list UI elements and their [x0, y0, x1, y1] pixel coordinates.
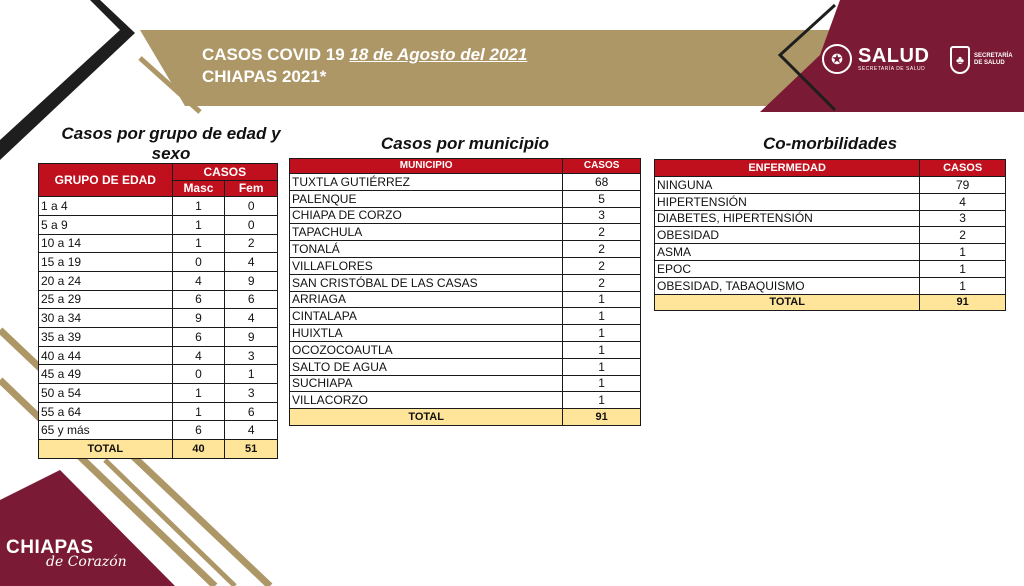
table-row	[290, 341, 641, 358]
municipio-casos-cell: 1	[563, 308, 641, 325]
edad-fem-cell: 2	[225, 234, 278, 253]
municipio-name-cell: VILLAFLORES	[290, 257, 563, 274]
table-row	[39, 271, 278, 290]
edad-grupo-cell: 5 a 9	[39, 215, 173, 234]
edad-fem-cell: 4	[225, 421, 278, 440]
comorbilidad-casos-cell: 1	[920, 260, 1006, 277]
edad-fem-cell: 0	[225, 215, 278, 234]
municipio-name-cell: PALENQUE	[290, 190, 563, 207]
table-row	[39, 309, 278, 328]
municipio-casos-cell: 5	[563, 190, 641, 207]
comorbilidades-col-enfermedad: ENFERMEDAD	[655, 160, 920, 177]
municipio-name-cell: HUIXTLA	[290, 325, 563, 342]
edad-grupo-cell: 50 a 54	[39, 384, 173, 403]
comorbilidad-name-cell: ASMA	[655, 244, 920, 261]
header-subtitle: CHIAPAS 2021*	[202, 67, 327, 86]
municipio-name-cell: TUXTLA GUTIÉRREZ	[290, 174, 563, 191]
table-row	[655, 193, 1006, 210]
municipio-total-value: 91	[563, 409, 641, 426]
table-row	[290, 241, 641, 258]
municipio-casos-cell: 2	[563, 257, 641, 274]
municipio-name-cell: TONALÁ	[290, 241, 563, 258]
edad-fem-cell: 4	[225, 309, 278, 328]
edad-total-row	[39, 440, 278, 459]
edad-masc-cell: 4	[172, 271, 225, 290]
municipio-name-cell: TAPACHULA	[290, 224, 563, 241]
edad-grupo-cell: 25 a 29	[39, 290, 173, 309]
comorbilidad-casos-cell: 1	[920, 244, 1006, 261]
edad-fem-cell: 3	[225, 384, 278, 403]
edad-grupo-cell: 55 a 64	[39, 402, 173, 421]
comorbilidad-casos-cell: 4	[920, 193, 1006, 210]
secretaria-line2: DE SALUD	[974, 60, 1005, 66]
municipio-casos-cell: 1	[563, 375, 641, 392]
table-row	[290, 207, 641, 224]
table-row	[39, 215, 278, 234]
comorbilidad-name-cell: OBESIDAD, TABAQUISMO	[655, 277, 920, 294]
edad-fem-cell: 3	[225, 346, 278, 365]
table-row	[39, 384, 278, 403]
edad-total-masc: 40	[172, 440, 225, 459]
header-date: 18 de Agosto del 2021	[349, 45, 528, 64]
edad-masc-cell: 4	[172, 346, 225, 365]
table-row	[290, 392, 641, 409]
edad-masc-cell: 6	[172, 290, 225, 309]
municipio-casos-cell: 1	[563, 341, 641, 358]
comorbilidad-casos-cell: 79	[920, 177, 1006, 194]
table-row	[655, 277, 1006, 294]
header-title	[202, 44, 527, 88]
table-row	[39, 402, 278, 421]
municipio-casos-cell: 68	[563, 174, 641, 191]
edad-fem-cell: 6	[225, 402, 278, 421]
municipio-col-municipio: MUNICIPIO	[290, 159, 563, 174]
edad-masc-cell: 1	[172, 402, 225, 421]
edad-fem-cell: 4	[225, 253, 278, 272]
municipio-name-cell: CINTALAPA	[290, 308, 563, 325]
table-row	[39, 365, 278, 384]
edad-total-label: TOTAL	[39, 440, 173, 459]
eagle-seal-icon: ✪	[822, 44, 852, 74]
table-row	[290, 308, 641, 325]
municipio-casos-cell: 1	[563, 358, 641, 375]
comorbilidad-casos-cell: 3	[920, 210, 1006, 227]
edad-fem-cell: 6	[225, 290, 278, 309]
edad-grupo-cell: 20 a 24	[39, 271, 173, 290]
comorbilidad-name-cell: DIABETES, HIPERTENSIÓN	[655, 210, 920, 227]
comorbilidad-name-cell: OBESIDAD	[655, 227, 920, 244]
edad-grupo-cell: 40 a 44	[39, 346, 173, 365]
edad-grupo-cell: 30 a 34	[39, 309, 173, 328]
municipio-name-cell: OCOZOCOAUTLA	[290, 341, 563, 358]
municipio-name-cell: CHIAPA DE CORZO	[290, 207, 563, 224]
comorbilidades-total-row	[655, 294, 1006, 311]
edad-masc-cell: 6	[172, 421, 225, 440]
table-row	[39, 421, 278, 440]
edad-grupo-cell: 10 a 14	[39, 234, 173, 253]
municipio-name-cell: VILLACORZO	[290, 392, 563, 409]
table-row	[655, 227, 1006, 244]
table-row	[39, 290, 278, 309]
edad-masc-cell: 1	[172, 384, 225, 403]
header-title-prefix: CASOS COVID 19	[202, 45, 345, 64]
municipio-casos-cell: 3	[563, 207, 641, 224]
edad-masc-cell: 1	[172, 234, 225, 253]
edad-masc-cell: 6	[172, 328, 225, 347]
table-row	[655, 210, 1006, 227]
edad-section-title: Casos por grupo de edad y sexo	[61, 124, 281, 163]
salud-logo	[822, 44, 929, 74]
comorbilidad-casos-cell: 1	[920, 277, 1006, 294]
table-row	[39, 197, 278, 216]
table-row	[290, 190, 641, 207]
table-row	[290, 325, 641, 342]
table-row	[290, 257, 641, 274]
secretaria-logo	[950, 46, 1013, 74]
table-row	[39, 234, 278, 253]
table-row	[655, 260, 1006, 277]
edad-table	[38, 163, 278, 459]
comorbilidades-col-casos: CASOS	[920, 160, 1006, 177]
edad-col-fem: Fem	[225, 180, 278, 197]
comorbilidades-table	[654, 159, 1006, 311]
edad-masc-cell: 0	[172, 253, 225, 272]
table-row	[290, 375, 641, 392]
table-row	[290, 291, 641, 308]
municipio-total-row	[290, 409, 641, 426]
edad-grupo-cell: 35 a 39	[39, 328, 173, 347]
edad-col-grupo: GRUPO DE EDAD	[39, 164, 173, 197]
table-row	[290, 174, 641, 191]
edad-col-casos: CASOS	[172, 164, 277, 181]
table-row	[655, 177, 1006, 194]
edad-fem-cell: 9	[225, 328, 278, 347]
municipio-col-casos: CASOS	[563, 159, 641, 174]
chiapas-logo-text: CHIAPAS	[6, 537, 94, 558]
municipio-table	[289, 158, 641, 426]
salud-logo-subtext: SECRETARÍA DE SALUD	[858, 66, 926, 72]
table-row	[39, 253, 278, 272]
edad-grupo-cell: 1 a 4	[39, 197, 173, 216]
municipio-section-title: Casos por municipio	[380, 134, 550, 153]
edad-fem-cell: 1	[225, 365, 278, 384]
shield-icon: ♣	[950, 46, 970, 74]
table-row	[290, 358, 641, 375]
comorbilidad-name-cell: HIPERTENSIÓN	[655, 193, 920, 210]
municipio-name-cell: SAN CRISTÓBAL DE LAS CASAS	[290, 274, 563, 291]
comorbilidades-total-label: TOTAL	[655, 294, 920, 311]
salud-logo-text: SALUD	[858, 45, 930, 67]
municipio-casos-cell: 1	[563, 325, 641, 342]
municipio-casos-cell: 1	[563, 291, 641, 308]
edad-masc-cell: 9	[172, 309, 225, 328]
chiapas-logo	[6, 537, 127, 570]
comorbilidades-section-title: Co-morbilidades	[762, 134, 898, 153]
edad-masc-cell: 1	[172, 215, 225, 234]
edad-grupo-cell: 45 a 49	[39, 365, 173, 384]
comorbilidad-name-cell: NINGUNA	[655, 177, 920, 194]
secretaria-line1: SECRETARÍA	[974, 53, 1013, 59]
comorbilidades-total-value: 91	[920, 294, 1006, 311]
edad-grupo-cell: 15 a 19	[39, 253, 173, 272]
table-row	[39, 328, 278, 347]
table-row	[290, 274, 641, 291]
municipio-casos-cell: 2	[563, 224, 641, 241]
comorbilidad-name-cell: EPOC	[655, 260, 920, 277]
municipio-name-cell: ARRIAGA	[290, 291, 563, 308]
edad-col-masc: Masc	[172, 180, 225, 197]
edad-grupo-cell: 65 y más	[39, 421, 173, 440]
edad-masc-cell: 1	[172, 197, 225, 216]
municipio-casos-cell: 1	[563, 392, 641, 409]
comorbilidad-casos-cell: 2	[920, 227, 1006, 244]
municipio-name-cell: SALTO DE AGUA	[290, 358, 563, 375]
edad-total-fem: 51	[225, 440, 278, 459]
table-row	[655, 244, 1006, 261]
municipio-casos-cell: 2	[563, 241, 641, 258]
table-row	[39, 346, 278, 365]
municipio-name-cell: SUCHIAPA	[290, 375, 563, 392]
edad-masc-cell: 0	[172, 365, 225, 384]
edad-fem-cell: 0	[225, 197, 278, 216]
table-row	[290, 224, 641, 241]
municipio-casos-cell: 2	[563, 274, 641, 291]
edad-fem-cell: 9	[225, 271, 278, 290]
municipio-total-label: TOTAL	[290, 409, 563, 426]
corazon-logo-text: de Corazón	[46, 554, 127, 570]
